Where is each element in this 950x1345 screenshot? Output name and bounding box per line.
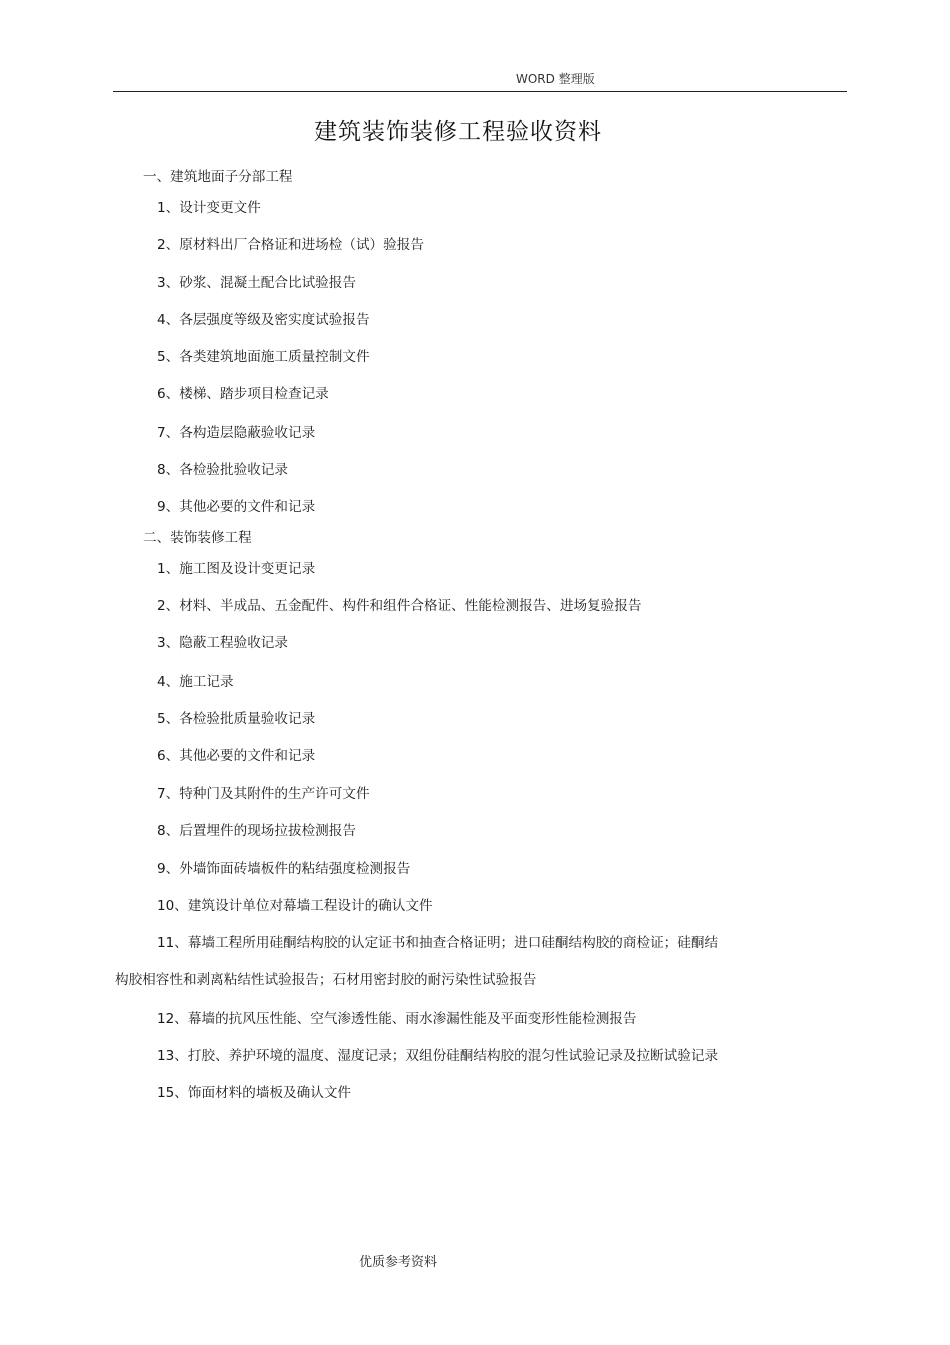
list-item: 5、各类建筑地面施工质量控制文件 [157, 349, 370, 365]
list-item: 9、外墙饰面砖墙板件的粘结强度检测报告 [157, 861, 411, 877]
section-heading: 二、装饰装修工程 [143, 530, 252, 546]
list-item: 7、特种门及其附件的生产许可文件 [157, 786, 370, 802]
list-item: 1、设计变更文件 [157, 200, 261, 216]
document-title: 建筑装饰装修工程验收资料 [314, 119, 602, 145]
list-item: 12、幕墙的抗风压性能、空气渗透性能、雨水渗漏性能及平面变形性能检测报告 [157, 1011, 637, 1027]
header-label: WORD 整理版 [516, 72, 595, 86]
list-item: 6、楼梯、踏步项目检查记录 [157, 386, 329, 402]
list-item: 3、砂浆、混凝土配合比试验报告 [157, 275, 356, 291]
list-item: 9、其他必要的文件和记录 [157, 499, 316, 515]
list-item: 11、幕墙工程所用硅酮结构胶的认定证书和抽查合格证明；进口硅酮结构胶的商检证；硅酮结 [157, 935, 719, 951]
list-item: 4、各层强度等级及密实度试验报告 [157, 312, 370, 328]
list-item: 13、打胶、养护环境的温度、湿度记录；双组份硅酮结构胶的混匀性试验记录及拉断试验记录 [157, 1048, 719, 1064]
list-item: 8、各检验批验收记录 [157, 462, 288, 478]
list-item: 4、施工记录 [157, 674, 234, 690]
list-item: 7、各构造层隐蔽验收记录 [157, 425, 316, 441]
list-item: 1、施工图及设计变更记录 [157, 561, 316, 577]
list-item: 15、饰面材料的墙板及确认文件 [157, 1085, 352, 1101]
list-item: 10、建筑设计单位对幕墙工程设计的确认文件 [157, 898, 433, 914]
list-item-continuation: 构胶相容性和剥离粘结性试验报告；石材用密封胶的耐污染性试验报告 [115, 972, 537, 988]
header-divider [113, 91, 847, 92]
list-item: 2、材料、半成品、五金配件、构件和组件合格证、性能检测报告、进场复验报告 [157, 598, 642, 614]
list-item: 8、后置埋件的现场拉拔检测报告 [157, 823, 356, 839]
page-footer: 优质参考资料 [359, 1255, 438, 1270]
list-item: 6、其他必要的文件和记录 [157, 748, 316, 764]
list-item: 5、各检验批质量验收记录 [157, 711, 316, 727]
list-item: 3、隐蔽工程验收记录 [157, 635, 288, 651]
list-item: 2、原材料出厂合格证和进场检（试）验报告 [157, 237, 424, 253]
section-heading: 一、建筑地面子分部工程 [143, 169, 293, 185]
